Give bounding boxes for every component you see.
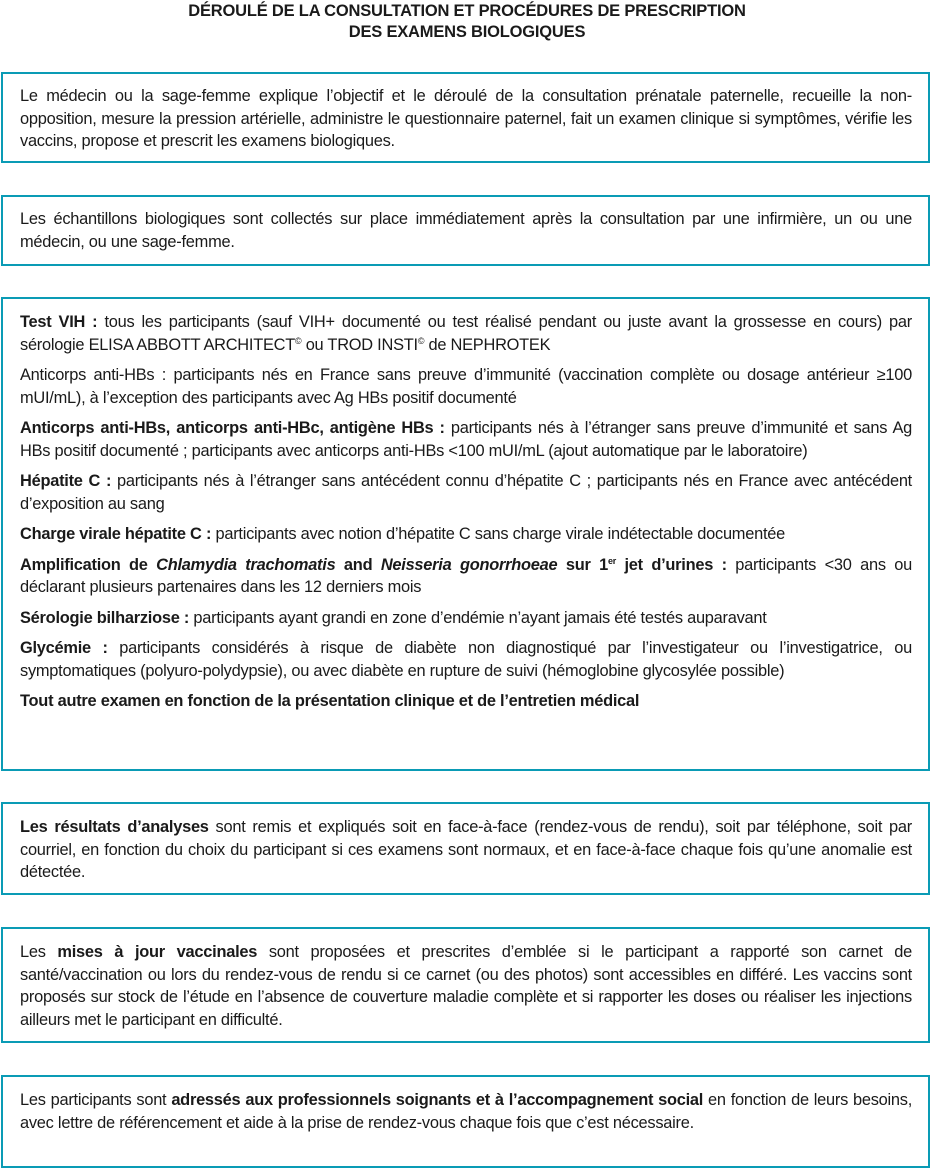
exam-label: Hépatite C : (20, 472, 112, 490)
referral-text: Les participants sont adressés aux professionnels soignants et à l’accompagnement social en fonction de leurs besoins, avec lettre de référencement et aide à la prise de rendez-vous chaque fois que c’est nécessaire. (20, 1091, 913, 1132)
exam-item-hepatite-c: Hépatite C : participants nés à l’étranger sans antécédent connu d’hépatite C ; participants nés en France avec antécédent d’exposition au sang (20, 472, 912, 513)
results-text: Les résultats d’analyses sont remis et expliqués soit en face-à-face (rendez-vous de rendu), soit par téléphone, soit par courriel, en fonction du choix du participant si ces examens sont normaux, et en face-à-face chaque fois qu’une anomalie est détectée. (20, 818, 912, 881)
exam-label: Charge virale hépatite C : (20, 525, 212, 543)
results-box (1, 802, 930, 895)
title-line-2: DES EXAMENS BIOLOGIQUES (348, 23, 586, 41)
sample-collection-text: Les échantillons biologiques sont collectés sur place immédiatement après la consultation par une infirmière, un ou une médecin, ou une sage-femme. (20, 210, 912, 251)
exam-item-glycemie: Glycémie : participants considérés à risque de diabète non diagnostiqué par l’investigateur ou l’investigatrice, ou symptomatiques (polyuro-polydypsie), ou avec diabète en rupture de suivi (hémoglobine glycosylée possible) (20, 639, 912, 680)
referral-box (1, 1075, 930, 1168)
consultation-text: Le médecin ou la sage-femme explique l’objectif et le déroulé de la consultation prénatale paternelle, recueille la non-opposition, mesure la pression artérielle, administre le questionnaire paternel, fait un examen clinique si symptômes, vérifie les vaccins, propose et prescrit les examens biologiques. (20, 87, 912, 150)
vaccination-text: Les mises à jour vaccinales sont proposées et prescrites d’emblée si le participant a rapporté son carnet de santé/vaccination ou lors du rendez-vous de rendu si ce carnet (ou des photos) sont accessibles en différé. Les vaccins sont proposés sur stock de l’étude en l’absence de couverture maladie complète et si rapporter les doses ou réaliser les injections ailleurs met le participant en difficulté. (20, 943, 913, 1029)
sample-collection-box (1, 195, 930, 266)
consultation-box (1, 72, 930, 163)
exam-label: Tout autre examen en fonction de la présentation clinique et de l’entretien médical (20, 692, 640, 710)
exam-item-vih: Test VIH : tous les participants (sauf VIH+ documenté ou test réalisé pendant ou juste avant la grossesse en cours) par sérologie ELISA ABBOTT ARCHITECT© ou TROD INSTI© de NEPHROTEK (20, 313, 912, 354)
exam-item-anti-hbs: Anticorps anti-HBs : participants nés en France sans preuve d’immunité (vaccination complète ou dosage antérieur ≥100 mUI/mL), à l’exception des participants avec Ag HBs positif documenté (20, 366, 912, 407)
exam-label: Glycémie : (20, 639, 108, 657)
page-title (0, 1, 934, 43)
exam-label: Test VIH : (20, 313, 98, 331)
exam-item-chlamydia-gonorrhoeae: Amplification de Chlamydia trachomatis and Neisseria gonorrhoeae sur 1er jet d’urines : participants <30 ans ou déclarant plusieurs partenaires dans les 12 derniers mois (20, 555, 912, 596)
exams-box (1, 297, 930, 771)
exam-item-autre (20, 690, 912, 713)
vaccination-box (1, 927, 930, 1043)
exam-item-charge-virale: Charge virale hépatite C : participants avec notion d’hépatite C sans charge virale indétectable documentée (20, 525, 785, 543)
title-line-1: DÉROULÉ DE LA CONSULTATION ET PROCÉDURES DE PRESCRIPTION (188, 2, 746, 20)
exam-label: Sérologie bilharziose : (20, 608, 190, 627)
exam-label: Anticorps anti-HBs, anticorps anti-HBc, antigène HBs : (20, 419, 445, 437)
exam-item-bilharziose: Sérologie bilharziose : participants ayant grandi en zone d’endémie n’ayant jamais été testés auparavant (20, 608, 767, 627)
exam-item-hepatite-b: Anticorps anti-HBs, anticorps anti-HBc, antigène HBs : participants nés à l’étranger sans preuve d’immunité et sans Ag HBs positif documenté ; participants avec anticorps anti-HBs <100 mUI/mL (ajout automatique par le laboratoire) (20, 419, 912, 460)
